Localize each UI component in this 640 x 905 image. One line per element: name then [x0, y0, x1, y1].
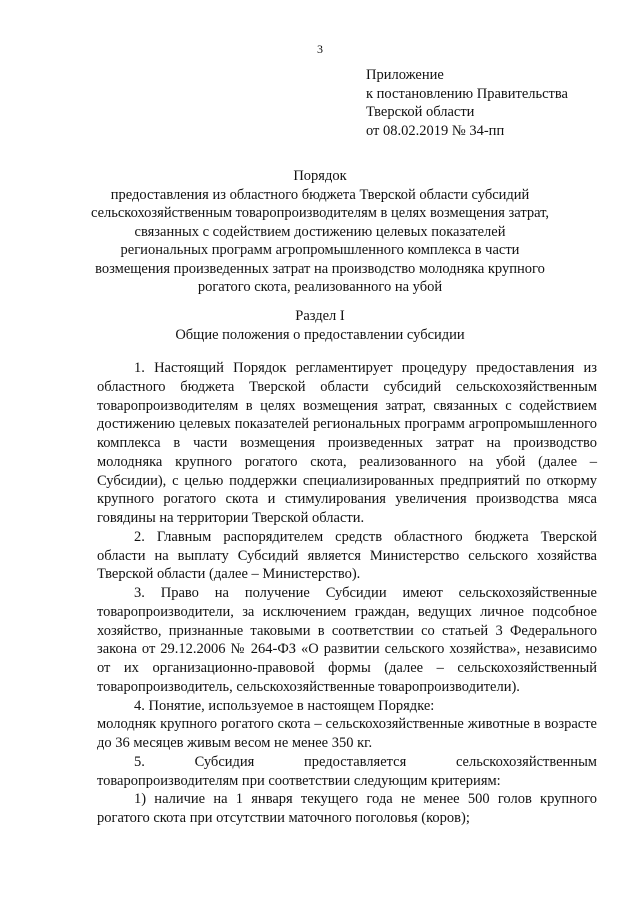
paragraph-1: 1. Настоящий Порядок регламентирует процедуру предоставления из областного бюджета Тверской области субсидий сельскохозяйственным товаропроизводителям в целях возмещения затрат, связанных с содействием достижению целевых показателей региональных программ агропромышленного комплекса в части возмещения произведенных затрат на производство молодняка крупного рогатого скота, реализованного на убой (далее – Субсидии), с целью поддержки специализированных предприятий по откорму крупного рогатого скота и стимулирования увеличения производства мяса говядины на территории Тверской области.: [97, 360, 597, 526]
document-title: Порядок: [293, 168, 347, 184]
section-name: Общие положения о предоставлении субсидии: [175, 327, 465, 343]
annex-line: Приложение: [366, 67, 444, 83]
document-title-block: [90, 167, 550, 297]
annex-line: Тверской области: [366, 104, 475, 120]
annex-line: к постановлению Правительства: [366, 85, 568, 102]
annex-line: от 08.02.2019 № 34-пп: [366, 122, 505, 139]
section-number: Раздел I: [295, 308, 345, 324]
annex-header: [366, 66, 568, 140]
paragraph-criterion-1: 1) наличие на 1 января текущего года не менее 500 голов крупного рогатого скота при отсутствии маточного поголовья (коров);: [97, 791, 597, 826]
document-body: [97, 359, 597, 828]
paragraph-definition: молодняк крупного рогатого скота – сельскохозяйственные животные в возрасте до 36 месяцев живым весом не менее 350 кг.: [97, 716, 597, 751]
paragraph-4: 4. Понятие, используемое в настоящем Порядке:: [134, 697, 435, 714]
page-number: 3: [317, 42, 323, 56]
section-heading: [90, 307, 550, 345]
paragraph-3: 3. Право на получение Субсидии имеют сельскохозяйственные товаропроизводители, за исключением граждан, ведущих личное подсобное хозяйство, признанные таковыми в соответствии со статьей 3 Федерального закона от 29.12.2006 № 264-ФЗ «О развитии сельского хозяйства», независимо от их организационно-правовой формы (далее – сельскохозяйственный товаропроизводитель, сельскохозяйственные товаропроизводители).: [97, 585, 597, 695]
document-subtitle: предоставления из областного бюджета Тверской области субсидий сельскохозяйственным товаропроизводителям в целях возмещения затрат, связанных с содействием достижению целевых показателей региональных программ агропромышленного комплекса в части возмещения произведенных затрат на производство молодняка крупного рогатого скота, реализованного на убой: [90, 186, 550, 295]
paragraph-2: 2. Главным распорядителем средств областного бюджета Тверской области на выплату Субсидий является Министерство сельского хозяйства Тверской области (далее – Министерство).: [97, 528, 597, 583]
paragraph-5: 5. Субсидия предоставляется сельскохозяйственным товаропроизводителям при соответствии следующим критериям:: [97, 753, 597, 789]
